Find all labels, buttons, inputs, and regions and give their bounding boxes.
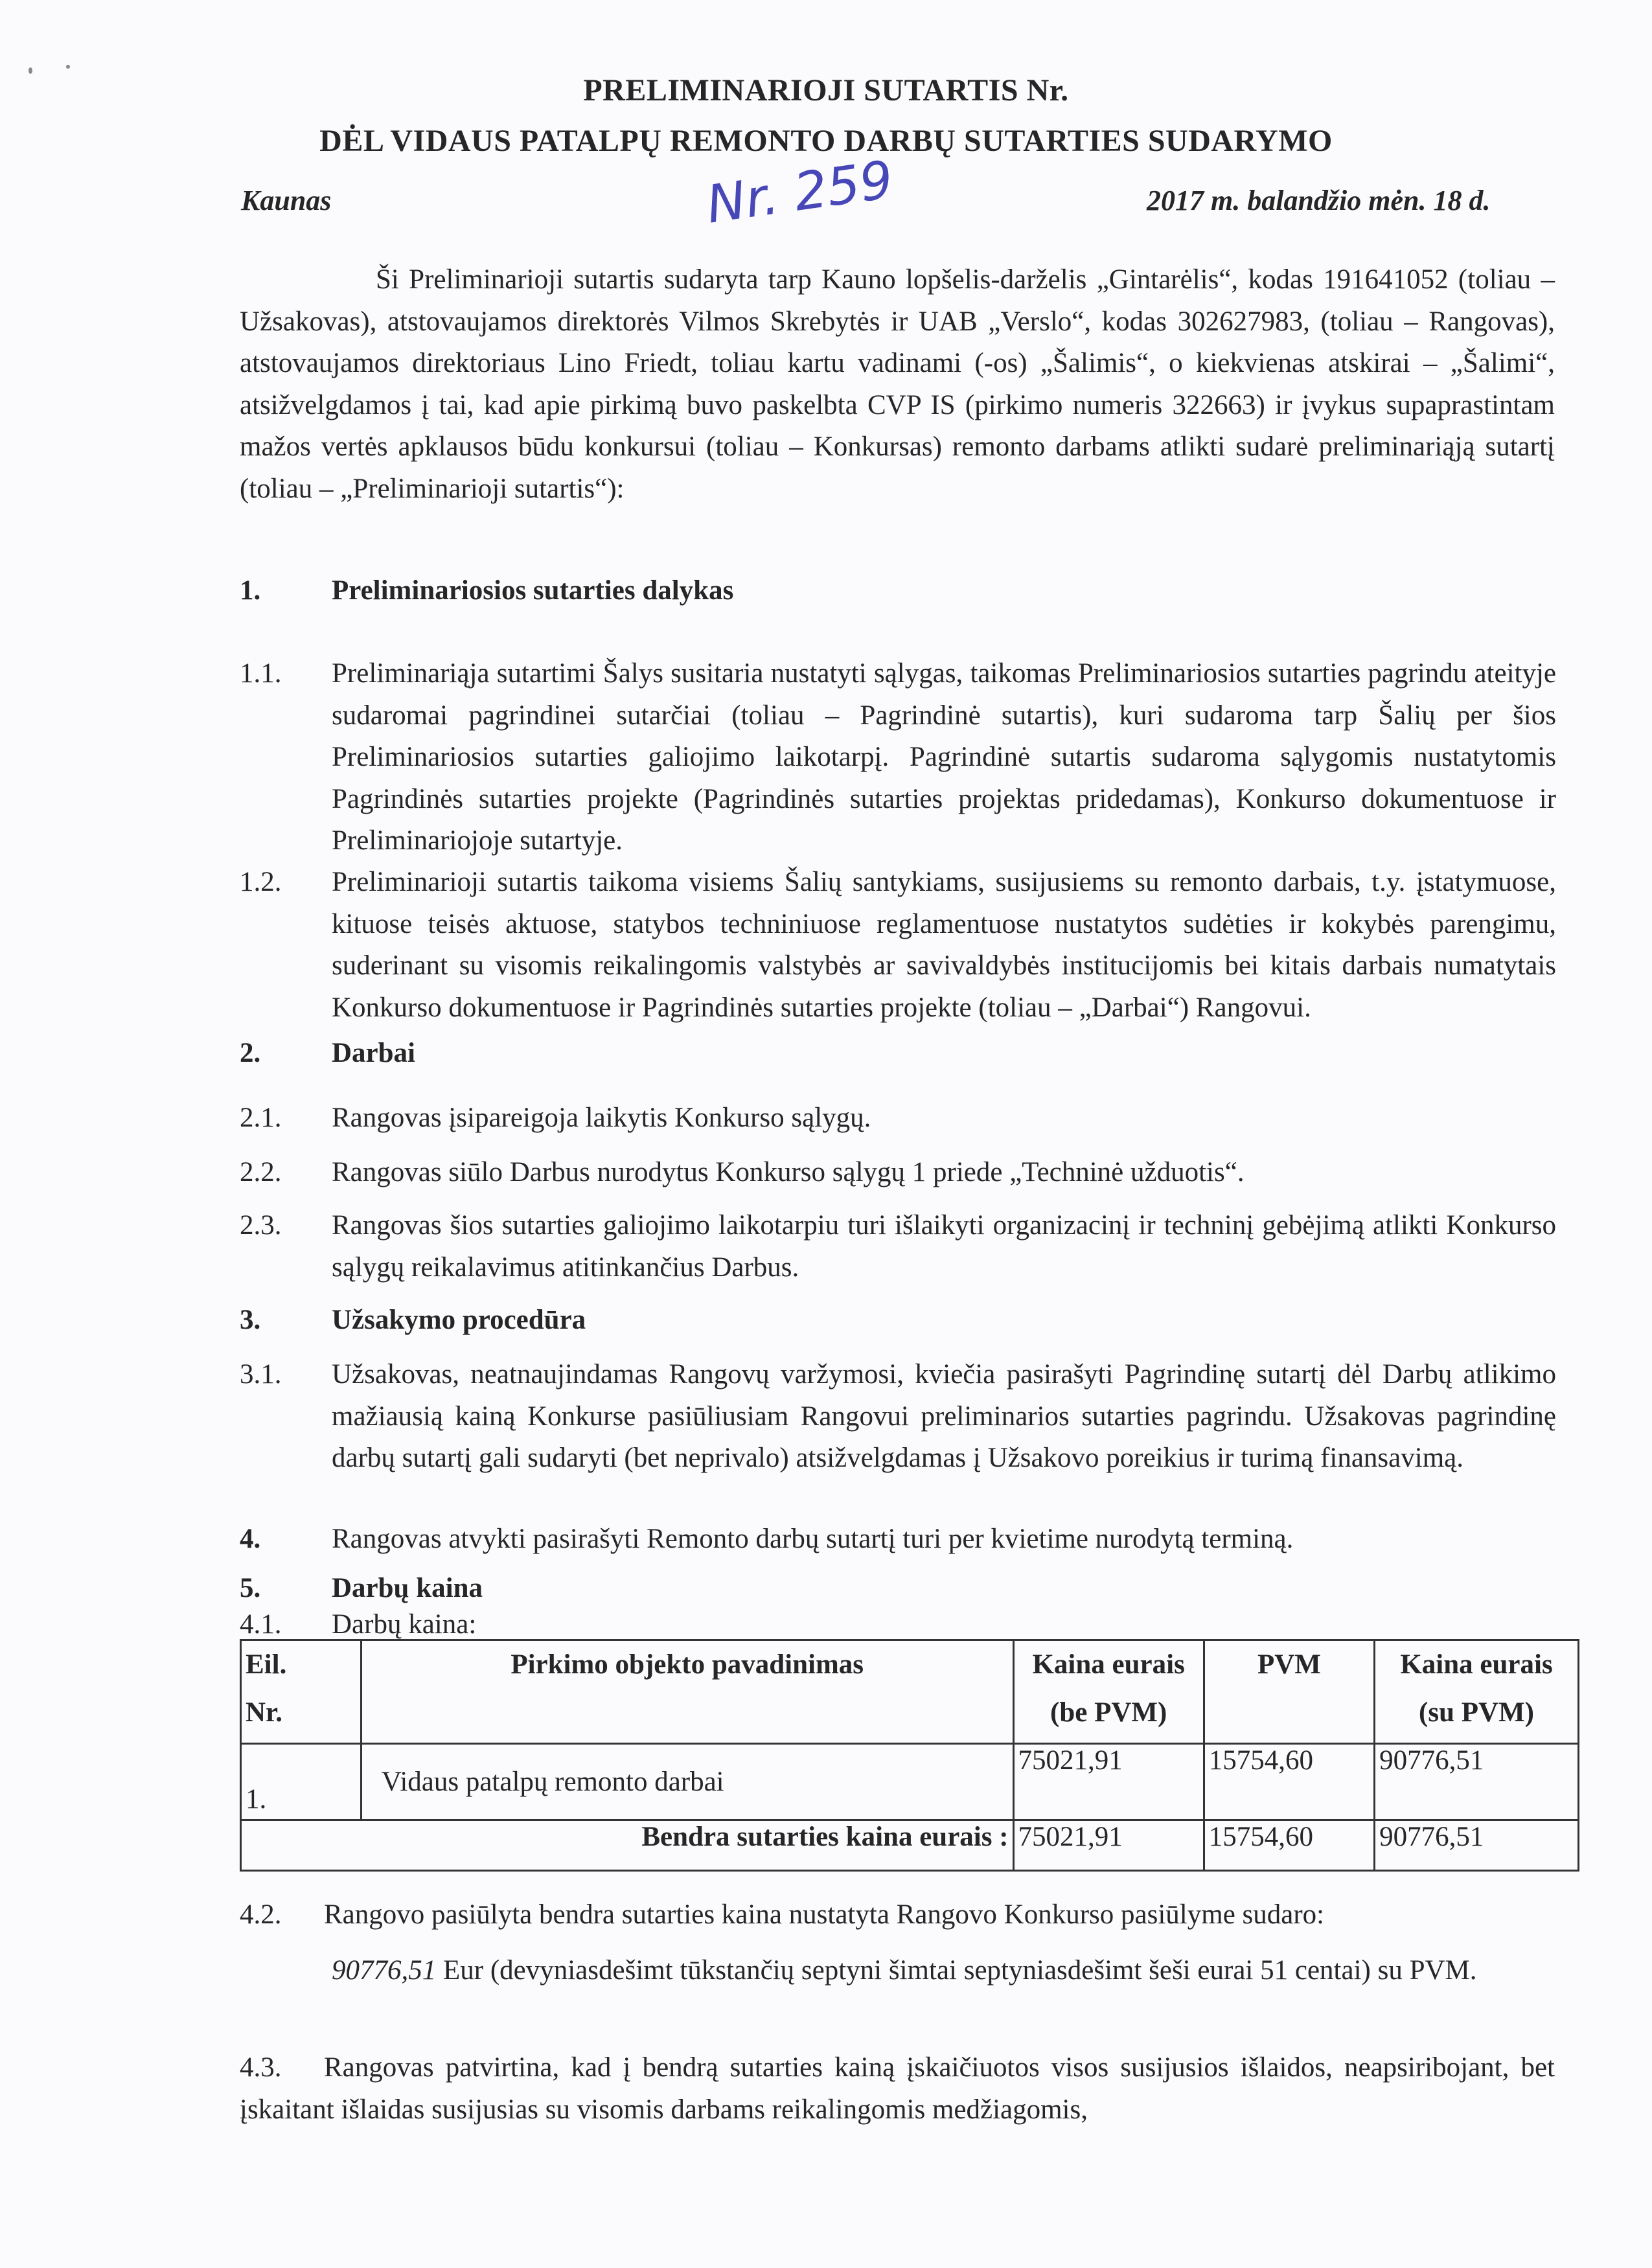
section-heading: Preliminariosios sutarties dalykas <box>332 575 734 606</box>
item-text: Preliminariąja sutartimi Šalys susitaria nustatyti sąlygas, taikomas Preliminariosios sutarties pagrindu ateityje sudaromai pagrindinei sutarčiai (toliau – Pagrindinė sutartis), kuri sudaroma tarp Šalių per šios Preliminariosios sutarties galiojimo laikotarpį. Pagrindinė sutartis sudaroma sąlygomis nustatytomis Pagrindinės sutarties projekte (Pagrindinės sutarties projektas pridedamas), Konkurso dokumentuose ir Preliminariojoje sutartyje. <box>332 658 1556 856</box>
item-number: 4.1. <box>240 1609 282 1640</box>
header-text: Pirkimo objekto pavadinimas <box>511 1649 864 1680</box>
section-heading: Darbai <box>332 1038 415 1068</box>
total-price-no-vat: 75021,91 <box>1013 1820 1204 1871</box>
handwritten-number: Nr. 259 <box>702 149 897 235</box>
item-number: 2.2. <box>240 1157 282 1187</box>
item-text: Rangovas patvirtina, kad į bendrą sutarties kainą įskaičiuotos visos susijusios išlaidos, neapsiribojant, bet įskaitant išlaidas susijusias su visomis darbams reikalingomis medžiagomis, <box>240 2052 1555 2125</box>
header-text: Kaina eurais <box>1400 1649 1553 1680</box>
row-vat: 15754,60 <box>1204 1744 1374 1820</box>
item-number: 1.1. <box>240 658 282 689</box>
intro-paragraph: Ši Preliminarioji sutartis sudaryta tarp Kauno lopšelis-darželis „Gintarėlis“, kodas 191641052 (toliau – Užsakovas), atstovaujamos direktorės Vilmos Skrebytės ir UAB „Verslo“, kodas 302627983, (toliau – Rangovas), atstovaujamos direktoriaus Lino Friedt, toliau kartu vadinami (-os) „Šalimis“, o kiekvienas atskirai – „Šalimi“, atsižvelgdamos į tai, kad apie pirkimą buvo paskelbta CVP IS (pirkimo numeris 322663) ir įvykus supaprastintam mažos vertės apklausos būdu konkursui (toliau – Konkursas) remonto darbams atlikti sudarė preliminariąją sutartį (toliau – „Preliminarioji sutartis“): <box>240 264 1555 504</box>
header-text: (su PVM) <box>1419 1697 1534 1728</box>
header-text: PVM <box>1257 1649 1321 1680</box>
item-text: Darbų kaina: <box>332 1609 477 1640</box>
header-price-no-vat <box>1013 1640 1204 1744</box>
item-text: Rangovas siūlo Darbus nurodytus Konkurso sąlygų 1 priede „Techninė užduotis“. <box>332 1157 1245 1187</box>
item-number: 3.1. <box>240 1359 282 1390</box>
header-vat <box>1204 1640 1374 1744</box>
header-text: Nr. <box>246 1697 282 1728</box>
item-number: 1.2. <box>240 867 282 897</box>
row-name: Vidaus patalpų remonto darbai <box>361 1744 1013 1820</box>
header-eil-nr <box>241 1640 361 1744</box>
item-number: 2.3. <box>240 1210 282 1241</box>
item-text: Rangovas atvykti pasirašyti Remonto darbų sutartį turi per kvietime nurodytą terminą. <box>332 1524 1294 1554</box>
total-price-with-vat: 90776,51 <box>1375 1820 1579 1871</box>
item-text: Rangovo pasiūlyta bendra sutarties kaina nustatyta Rangovo Konkurso pasiūlyme sudaro: <box>324 1899 1325 1930</box>
row-price-with-vat: 90776,51 <box>1375 1744 1579 1820</box>
item-text: Preliminarioji sutartis taikoma visiems Šalių santykiams, susijusiems su remonto darbais, t.y. įstatymuose, kituose teisės aktuose, statybos techniniuose reglamentuose nustatytos sudėties ir kokybės parengimu, suderinant su visomis reikalingomis valstybės ar savivaldybės institucijomis bei kitais darbais numatytais Konkurso dokumentuose ir Pagrindinės sutarties projekte (toliau – „Darbai“) Rangovui. <box>332 867 1556 1023</box>
table-row <box>241 1744 1579 1820</box>
section-number: 3. <box>240 1305 261 1335</box>
scan-speck <box>66 65 70 69</box>
item-text: Rangovas įsipareigoja laikytis Konkurso sąlygų. <box>332 1103 871 1133</box>
amount-words: Eur (devyniasdešimt tūkstančių septyni šimtai septyniasdešimt šeši eurai 51 centai) su PVM. <box>436 1955 1477 1986</box>
table-header-row <box>241 1640 1579 1744</box>
section-number: 4. <box>240 1524 261 1554</box>
row-price-no-vat: 75021,91 <box>1013 1744 1204 1820</box>
section-heading: Užsakymo procedūra <box>332 1305 586 1335</box>
table-total-row <box>241 1820 1579 1871</box>
price-table <box>240 1639 1579 1872</box>
city: Kaunas <box>241 185 332 216</box>
header-price-with-vat <box>1375 1640 1579 1744</box>
header-text: Kaina eurais <box>1032 1649 1185 1680</box>
amount-value: 90776,51 <box>332 1955 437 1986</box>
item-text: Užsakovas, neatnaujindamas Rangovų varžymosi, kviečia pasirašyti Pagrindinę sutartį dėl Darbų atlikimo mažiausią kainą Konkurse pasiūliusiam Rangovui preliminarios sutarties pagrindu. Užsakovas pagrindinę darbų sutartį gali sudaryti (bet neprivalo) atsižvelgdamas į Užsakovo poreikius ir turimą finansavimą. <box>332 1359 1556 1473</box>
item-number: 4.2. <box>240 1899 282 1930</box>
item-text: Rangovas šios sutarties galiojimo laikotarpiu turi išlaikyti organizacinį ir techninį gebėjimą atlikti Konkurso sąlygų reikalavimus atitinkančius Darbus. <box>332 1210 1556 1283</box>
header-text: (be PVM) <box>1050 1697 1167 1728</box>
document-date: 2017 m. balandžio mėn. 18 d. <box>1147 185 1491 216</box>
document-title: PRELIMINARIOJI SUTARTIS Nr. <box>583 73 1069 108</box>
document-subtitle: DĖL VIDAUS PATALPŲ REMONTO DARBŲ SUTARTIES SUDARYMO <box>319 124 1333 158</box>
row-nr: 1. <box>241 1744 361 1820</box>
section-heading: Darbų kaina <box>332 1573 483 1603</box>
header-text: Eil. <box>246 1649 287 1680</box>
item-number: 2.1. <box>240 1103 282 1133</box>
section-number: 1. <box>240 575 261 606</box>
section-number: 5. <box>240 1573 261 1603</box>
section-number: 2. <box>240 1038 261 1068</box>
total-vat: 15754,60 <box>1204 1820 1374 1871</box>
header-name <box>361 1640 1013 1744</box>
item-number: 4.3. <box>240 2052 282 2083</box>
amount-paragraph <box>332 1950 1556 1992</box>
total-label: Bendra sutarties kaina eurais : <box>241 1820 1014 1871</box>
